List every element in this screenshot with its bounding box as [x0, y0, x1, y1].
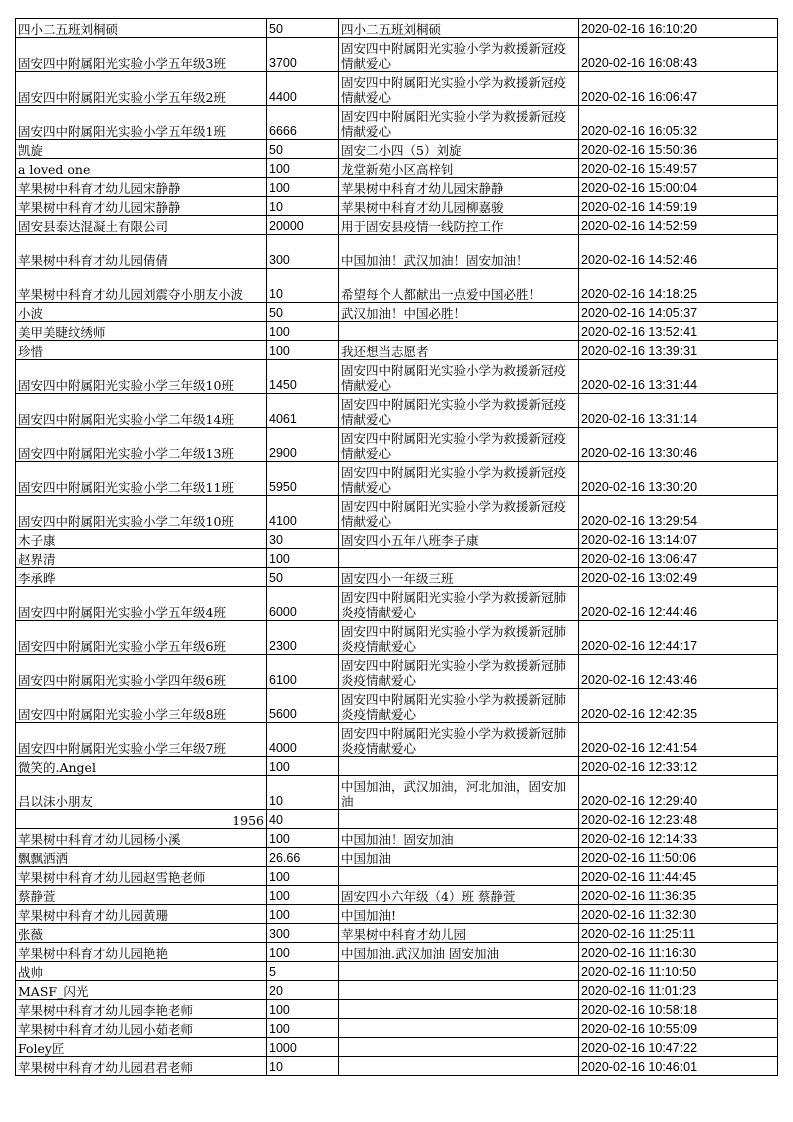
time-cell: 2020-02-16 13:06:47 [579, 549, 778, 568]
time-cell: 2020-02-16 11:44:45 [579, 867, 778, 886]
message-cell: 固安四中附属阳光实验小学为救援新冠疫情献爱心 [339, 106, 579, 140]
amount-cell: 100 [267, 341, 339, 360]
table-row [16, 1057, 778, 1076]
donor-cell: 凯旋 [16, 140, 267, 159]
time-cell: 2020-02-16 14:59:19 [579, 197, 778, 216]
table-row [16, 776, 778, 810]
donor-cell: 固安四中附属阳光实验小学二年级14班 [16, 394, 267, 428]
time-cell: 2020-02-16 12:23:48 [579, 810, 778, 829]
time-cell: 2020-02-16 11:50:06 [579, 848, 778, 867]
table-row [16, 848, 778, 867]
table-row [16, 197, 778, 216]
table-row [16, 1038, 778, 1057]
donor-cell: Foley匠 [16, 1038, 267, 1057]
table-row [16, 303, 778, 322]
table-row [16, 269, 778, 303]
table-row [16, 235, 778, 269]
table-row [16, 19, 778, 38]
donor-cell: a loved one [16, 159, 267, 178]
message-cell: 固安四中附属阳光实验小学为救援新冠疫情献爱心 [339, 360, 579, 394]
table-row [16, 322, 778, 341]
table-row [16, 981, 778, 1000]
message-cell: 固安二小四（5）刘旋 [339, 140, 579, 159]
time-cell: 2020-02-16 16:10:20 [579, 19, 778, 38]
amount-cell: 1000 [267, 1038, 339, 1057]
donor-cell: 张薇 [16, 924, 267, 943]
time-cell: 2020-02-16 15:00:04 [579, 178, 778, 197]
amount-cell: 20000 [267, 216, 339, 235]
amount-cell: 100 [267, 867, 339, 886]
table-row [16, 723, 778, 757]
table-row [16, 829, 778, 848]
donor-cell: MASF_闪光 [16, 981, 267, 1000]
time-cell: 2020-02-16 14:18:25 [579, 269, 778, 303]
table-row [16, 568, 778, 587]
message-cell [339, 962, 579, 981]
message-cell: 固安四小五年八班李子康 [339, 530, 579, 549]
message-cell: 固安四中附属阳光实验小学为救援新冠疫情献爱心 [339, 72, 579, 106]
table-row [16, 462, 778, 496]
time-cell: 2020-02-16 13:30:20 [579, 462, 778, 496]
table-row [16, 655, 778, 689]
time-cell: 2020-02-16 10:58:18 [579, 1000, 778, 1019]
message-cell: 固安四中附属阳光实验小学为救援新冠疫情献爱心 [339, 38, 579, 72]
time-cell: 2020-02-16 12:42:35 [579, 689, 778, 723]
donor-cell: 固安四中附属阳光实验小学二年级13班 [16, 428, 267, 462]
time-cell: 2020-02-16 14:05:37 [579, 303, 778, 322]
donor-cell: 蔡静萱 [16, 886, 267, 905]
donor-cell: 战帅 [16, 962, 267, 981]
time-cell: 2020-02-16 13:14:07 [579, 530, 778, 549]
time-cell: 2020-02-16 12:44:17 [579, 621, 778, 655]
table-row [16, 72, 778, 106]
amount-cell: 2300 [267, 621, 339, 655]
message-cell: 我还想当志愿者 [339, 341, 579, 360]
donor-cell: 固安四中附属阳光实验小学五年级6班 [16, 621, 267, 655]
message-cell: 希望每个人都献出一点爱中国必胜！ [339, 269, 579, 303]
amount-cell: 6000 [267, 587, 339, 621]
time-cell: 2020-02-16 12:41:54 [579, 723, 778, 757]
donor-cell: 固安四中附属阳光实验小学二年级10班 [16, 496, 267, 530]
time-cell: 2020-02-16 12:43:46 [579, 655, 778, 689]
message-cell: 固安四中附属阳光实验小学为救援新冠肺炎疫情献爱心 [339, 587, 579, 621]
time-cell: 2020-02-16 11:01:23 [579, 981, 778, 1000]
table-row [16, 621, 778, 655]
message-cell [339, 1057, 579, 1076]
table-row [16, 810, 778, 829]
table-row [16, 159, 778, 178]
message-cell: 固安四中附属阳光实验小学为救援新冠疫情献爱心 [339, 428, 579, 462]
message-cell: 龙堂新苑小区高梓钊 [339, 159, 579, 178]
time-cell: 2020-02-16 11:25:11 [579, 924, 778, 943]
amount-cell: 2900 [267, 428, 339, 462]
time-cell: 2020-02-16 13:30:46 [579, 428, 778, 462]
time-cell: 2020-02-16 10:46:01 [579, 1057, 778, 1076]
amount-cell: 10 [267, 197, 339, 216]
amount-cell: 4400 [267, 72, 339, 106]
message-cell: 固安四中附属阳光实验小学为救援新冠疫情献爱心 [339, 394, 579, 428]
message-cell: 苹果树中科育才幼儿园宋静静 [339, 178, 579, 197]
message-cell: 四小二五班刘桐硕 [339, 19, 579, 38]
donor-cell: 四小二五班刘桐硕 [16, 19, 267, 38]
donor-cell: 固安县泰达混凝土有限公司 [16, 216, 267, 235]
donor-cell: 固安四中附属阳光实验小学二年级11班 [16, 462, 267, 496]
time-cell: 2020-02-16 12:33:12 [579, 757, 778, 776]
donor-cell: 美甲美睫纹绣师 [16, 322, 267, 341]
time-cell: 2020-02-16 15:49:57 [579, 159, 778, 178]
table-row [16, 962, 778, 981]
time-cell: 2020-02-16 13:52:41 [579, 322, 778, 341]
amount-cell: 40 [267, 810, 339, 829]
table-row [16, 867, 778, 886]
amount-cell: 50 [267, 568, 339, 587]
donor-cell: 飘飘洒洒 [16, 848, 267, 867]
message-cell: 苹果树中科育才幼儿园 [339, 924, 579, 943]
amount-cell: 20 [267, 981, 339, 1000]
table-row [16, 106, 778, 140]
amount-cell: 5600 [267, 689, 339, 723]
message-cell: 中国加油 [339, 848, 579, 867]
table-row [16, 360, 778, 394]
donor-cell: 固安四中附属阳光实验小学五年级2班 [16, 72, 267, 106]
message-cell [339, 322, 579, 341]
donor-cell: 苹果树中科育才幼儿园刘震夺小朋友小波 [16, 269, 267, 303]
donor-cell: 固安四中附属阳光实验小学四年级6班 [16, 655, 267, 689]
message-cell [339, 981, 579, 1000]
amount-cell: 100 [267, 549, 339, 568]
table-row [16, 178, 778, 197]
message-cell [339, 810, 579, 829]
amount-cell: 100 [267, 178, 339, 197]
table-row [16, 428, 778, 462]
amount-cell: 4061 [267, 394, 339, 428]
amount-cell: 26.66 [267, 848, 339, 867]
message-cell: 苹果树中科育才幼儿园柳嘉骏 [339, 197, 579, 216]
amount-cell: 100 [267, 322, 339, 341]
donor-cell: 苹果树中科育才幼儿园君君老师 [16, 1057, 267, 1076]
amount-cell: 100 [267, 886, 339, 905]
donor-cell: 苹果树中科育才幼儿园杨小溪 [16, 829, 267, 848]
time-cell: 2020-02-16 14:52:59 [579, 216, 778, 235]
time-cell: 2020-02-16 10:47:22 [579, 1038, 778, 1057]
amount-cell: 100 [267, 943, 339, 962]
donor-cell: 固安四中附属阳光实验小学三年级10班 [16, 360, 267, 394]
amount-cell: 4100 [267, 496, 339, 530]
donation-table-body [16, 19, 778, 1076]
table-row [16, 496, 778, 530]
table-row [16, 943, 778, 962]
message-cell [339, 1038, 579, 1057]
table-row [16, 216, 778, 235]
message-cell: 固安四中附属阳光实验小学为救援新冠疫情献爱心 [339, 462, 579, 496]
amount-cell: 4000 [267, 723, 339, 757]
amount-cell: 6100 [267, 655, 339, 689]
amount-cell: 5 [267, 962, 339, 981]
time-cell: 2020-02-16 16:08:43 [579, 38, 778, 72]
donor-cell: 固安四中附属阳光实验小学五年级1班 [16, 106, 267, 140]
amount-cell: 50 [267, 303, 339, 322]
donor-cell: 苹果树中科育才幼儿园宋静静 [16, 178, 267, 197]
amount-cell: 100 [267, 905, 339, 924]
table-row [16, 924, 778, 943]
amount-cell: 10 [267, 1057, 339, 1076]
donation-table [15, 18, 778, 1076]
message-cell: 中国加油! [339, 905, 579, 924]
table-row [16, 140, 778, 159]
amount-cell: 300 [267, 924, 339, 943]
table-row [16, 587, 778, 621]
time-cell: 2020-02-16 14:52:46 [579, 235, 778, 269]
message-cell: 武汉加油！中国必胜！ [339, 303, 579, 322]
donor-cell: 固安四中附属阳光实验小学三年级7班 [16, 723, 267, 757]
table-row [16, 689, 778, 723]
time-cell: 2020-02-16 11:16:30 [579, 943, 778, 962]
amount-cell: 300 [267, 235, 339, 269]
time-cell: 2020-02-16 11:36:35 [579, 886, 778, 905]
message-cell: 固安四中附属阳光实验小学为救援新冠肺炎疫情献爱心 [339, 621, 579, 655]
amount-cell: 10 [267, 269, 339, 303]
time-cell: 2020-02-16 16:05:32 [579, 106, 778, 140]
time-cell: 2020-02-16 11:10:50 [579, 962, 778, 981]
message-cell: 中国加油！固安加油 [339, 829, 579, 848]
table-row [16, 549, 778, 568]
message-cell: 用于固安县疫情一线防控工作 [339, 216, 579, 235]
table-row [16, 757, 778, 776]
message-cell: 中国加油，武汉加油，河北加油，固安加油 [339, 776, 579, 810]
message-cell: 中国加油.武汉加油 固安加油 [339, 943, 579, 962]
table-row [16, 886, 778, 905]
time-cell: 2020-02-16 13:31:14 [579, 394, 778, 428]
time-cell: 2020-02-16 15:50:36 [579, 140, 778, 159]
message-cell [339, 1019, 579, 1038]
donor-cell: 赵界清 [16, 549, 267, 568]
time-cell: 2020-02-16 13:02:49 [579, 568, 778, 587]
donor-cell: 苹果树中科育才幼儿园宋静静 [16, 197, 267, 216]
message-cell: 固安四小一年级三班 [339, 568, 579, 587]
time-cell: 2020-02-16 13:39:31 [579, 341, 778, 360]
time-cell: 2020-02-16 12:44:46 [579, 587, 778, 621]
table-row [16, 1000, 778, 1019]
amount-cell: 50 [267, 19, 339, 38]
donor-cell: 苹果树中科育才幼儿园倩倩 [16, 235, 267, 269]
message-cell: 固安四中附属阳光实验小学为救援新冠肺炎疫情献爱心 [339, 723, 579, 757]
time-cell: 2020-02-16 10:55:09 [579, 1019, 778, 1038]
amount-cell: 100 [267, 1000, 339, 1019]
donor-cell: 小波 [16, 303, 267, 322]
donor-cell: 珍惜 [16, 341, 267, 360]
donor-cell: 微笑的.Angel [16, 757, 267, 776]
amount-cell: 10 [267, 776, 339, 810]
table-row [16, 341, 778, 360]
donor-cell: 李承晔 [16, 568, 267, 587]
donor-cell: 苹果树中科育才幼儿园小茹老师 [16, 1019, 267, 1038]
amount-cell: 30 [267, 530, 339, 549]
message-cell: 固安四中附属阳光实验小学为救援新冠肺炎疫情献爱心 [339, 655, 579, 689]
donor-cell: 苹果树中科育才幼儿园赵雪艳老师 [16, 867, 267, 886]
donor-cell: 木子康 [16, 530, 267, 549]
message-cell: 固安四中附属阳光实验小学为救援新冠疫情献爱心 [339, 496, 579, 530]
time-cell: 2020-02-16 12:29:40 [579, 776, 778, 810]
amount-cell: 3700 [267, 38, 339, 72]
message-cell: 中国加油！武汉加油！固安加油！ [339, 235, 579, 269]
amount-cell: 100 [267, 829, 339, 848]
donor-cell: 苹果树中科育才幼儿园李艳老师 [16, 1000, 267, 1019]
message-cell [339, 867, 579, 886]
amount-cell: 100 [267, 757, 339, 776]
message-cell [339, 757, 579, 776]
time-cell: 2020-02-16 13:31:44 [579, 360, 778, 394]
donor-cell: 苹果树中科育才幼儿园黄珊 [16, 905, 267, 924]
donor-cell: 固安四中附属阳光实验小学五年级3班 [16, 38, 267, 72]
table-row [16, 1019, 778, 1038]
message-cell [339, 1000, 579, 1019]
amount-cell: 50 [267, 140, 339, 159]
table-row [16, 905, 778, 924]
donor-cell: 1956 [16, 810, 267, 829]
amount-cell: 100 [267, 159, 339, 178]
time-cell: 2020-02-16 16:06:47 [579, 72, 778, 106]
message-cell: 固安四小六年级（4）班 蔡静萱 [339, 886, 579, 905]
time-cell: 2020-02-16 11:32:30 [579, 905, 778, 924]
donor-cell: 固安四中附属阳光实验小学三年级8班 [16, 689, 267, 723]
table-row [16, 394, 778, 428]
amount-cell: 1450 [267, 360, 339, 394]
amount-cell: 6666 [267, 106, 339, 140]
donor-cell: 固安四中附属阳光实验小学五年级4班 [16, 587, 267, 621]
time-cell: 2020-02-16 12:14:33 [579, 829, 778, 848]
donor-cell: 苹果树中科育才幼儿园艳艳 [16, 943, 267, 962]
table-row [16, 38, 778, 72]
table-row [16, 530, 778, 549]
message-cell [339, 549, 579, 568]
time-cell: 2020-02-16 13:29:54 [579, 496, 778, 530]
amount-cell: 5950 [267, 462, 339, 496]
donor-cell: 吕以沫小朋友 [16, 776, 267, 810]
amount-cell: 100 [267, 1019, 339, 1038]
message-cell: 固安四中附属阳光实验小学为救援新冠肺炎疫情献爱心 [339, 689, 579, 723]
